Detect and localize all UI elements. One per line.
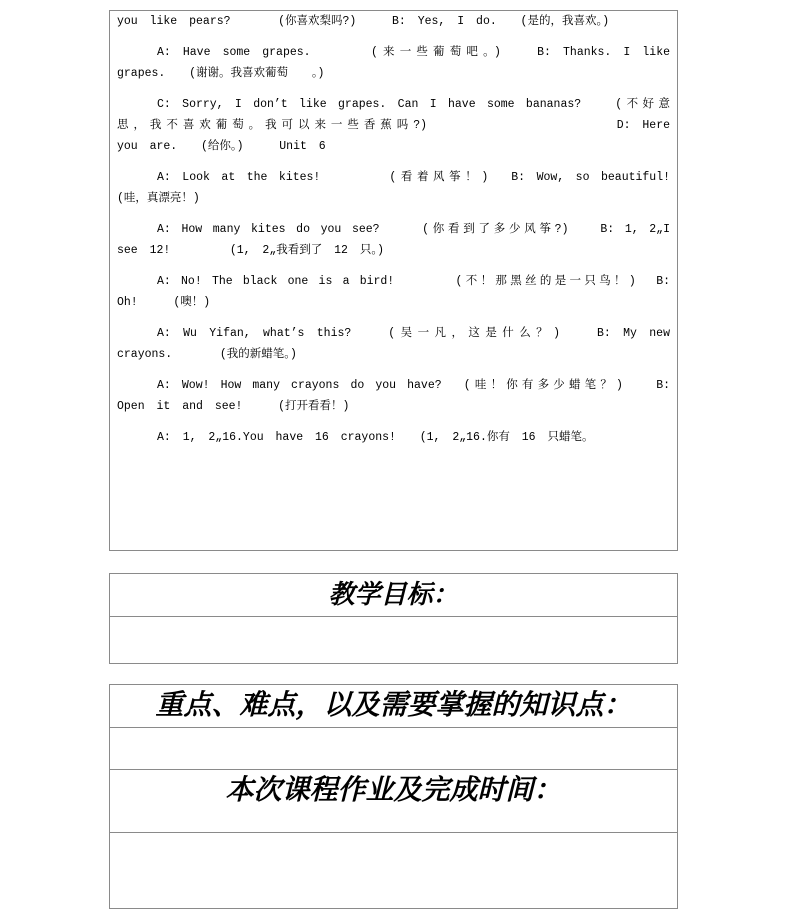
dialogue-line: you like pears? (你喜欢梨吗?) B: Yes, I do. (是的，我喜欢。) xyxy=(117,15,610,28)
dialogue-paragraph xyxy=(117,42,670,84)
dialogue-line: 思，我不喜欢葡萄。我可以来一些香蕉吗?) D: Here xyxy=(117,119,670,132)
dialogue-paragraph xyxy=(117,375,670,417)
dialogue-line: A: Look at the kites! (看着风筝！) B: Wow, so beautiful! xyxy=(157,171,670,184)
key-points-content-area xyxy=(110,728,677,770)
objectives-content-area xyxy=(110,617,677,663)
dialogue-line: grapes. (谢谢。我喜欢葡萄 。) xyxy=(117,67,325,80)
key-points-homework-section xyxy=(109,684,678,909)
dialogue-line: A: Have some grapes. (来一些葡萄吧。) B: Thanks. I like xyxy=(157,46,670,59)
dialogue-paragraph xyxy=(117,94,670,157)
objectives-header-row xyxy=(110,574,677,617)
teaching-objectives-section xyxy=(109,573,678,664)
dialogue-paragraph xyxy=(117,167,670,209)
dialogue-line: you are. (给你。) Unit 6 xyxy=(117,140,326,153)
homework-header-row xyxy=(110,770,677,833)
homework-content-area xyxy=(110,833,677,908)
dialogue-line: A: Wow! How many crayons do you have? (哇！你有多少蜡笔？) B: xyxy=(157,379,670,392)
dialogue-paragraph xyxy=(117,271,670,313)
dialogue-line: A: Wu Yifan, what’s this? (吴一凡，这是什么？) B: My new xyxy=(157,327,670,340)
key-points-title: 重点、难点，以及需要掌握的知识点： xyxy=(155,690,632,721)
key-points-header-row xyxy=(110,685,677,728)
dialogue-line: Open it and see! (打开看看！) xyxy=(117,400,350,413)
dialogue-line: A: How many kites do you see? (你看到了多少风筝?) B: 1, 2„I xyxy=(157,223,670,236)
dialogue-line: C: Sorry, I don’t like grapes. Can I have some bananas? (不好意 xyxy=(157,98,670,111)
objectives-title: 教学目标： xyxy=(328,580,459,609)
dialogue-paragraph xyxy=(117,219,670,261)
dialogue-paragraph xyxy=(117,11,670,32)
dialogue-paragraph xyxy=(117,323,670,365)
dialogue-line: Oh! (噢！) xyxy=(117,296,211,309)
dialogue-line: (哇，真漂亮！) xyxy=(117,192,200,205)
homework-title: 本次课程作业及完成时间： xyxy=(225,775,562,806)
dialogue-line: A: 1, 2„16.You have 16 crayons! (1, 2„16.你有 16 只蜡笔。 xyxy=(157,431,594,444)
dialogue-line: A: No! The black one is a bird! (不！那黑丝的是一只鸟！) B: xyxy=(157,275,670,288)
dialogue-paragraph xyxy=(117,427,670,448)
dialogue-line: see 12! (1, 2„我看到了 12 只。) xyxy=(117,244,384,257)
dialogue-box xyxy=(109,10,678,551)
dialogue-line: crayons. (我的新蜡笔。) xyxy=(117,348,297,361)
